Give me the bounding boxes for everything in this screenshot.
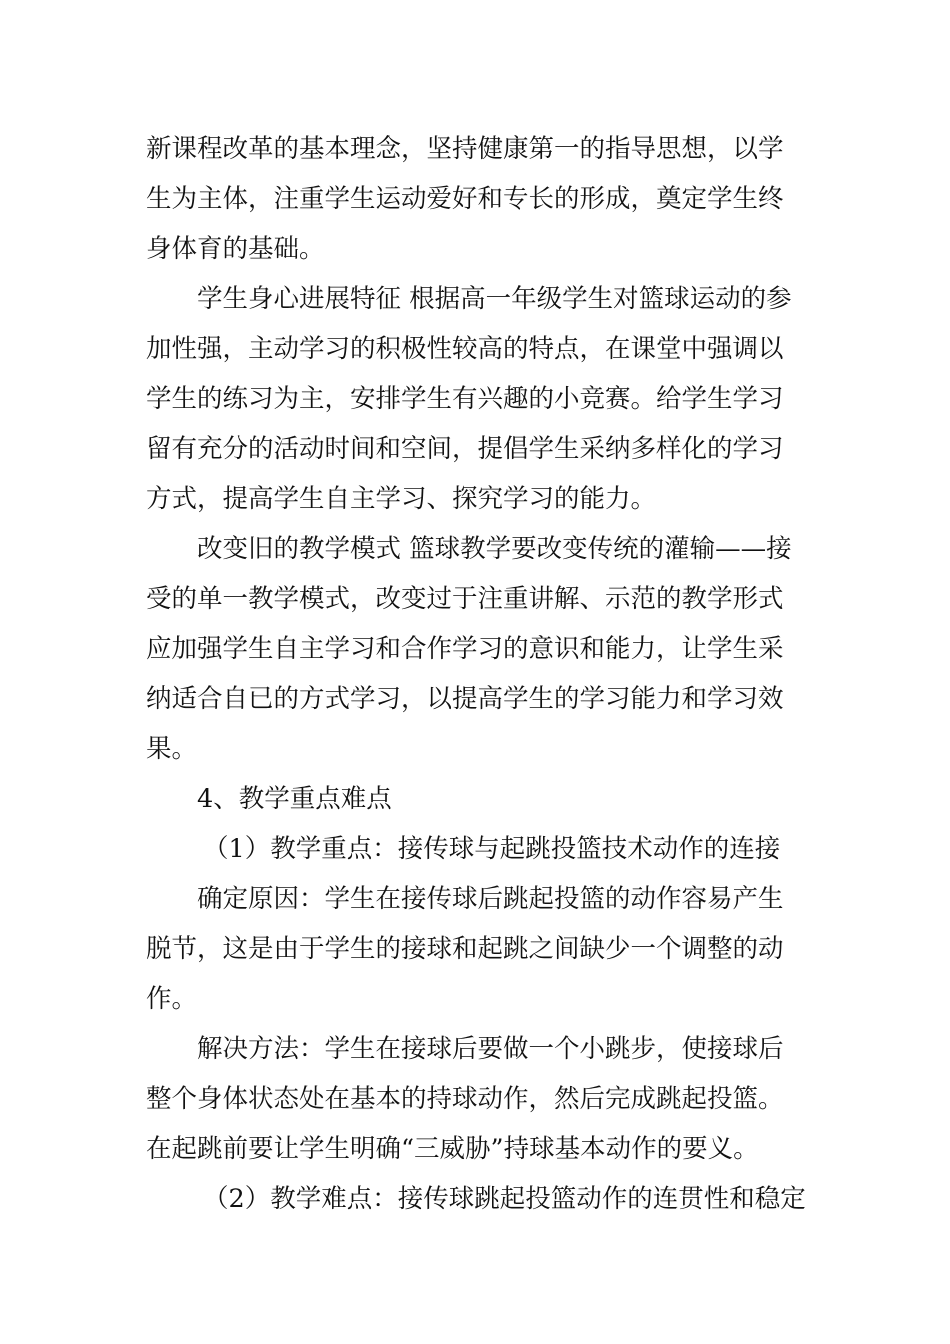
body-text-line: 应加强学生自主学习和合作学习的意识和能力，让学生采 (146, 634, 784, 664)
body-text-line: 生为主体，注重学生运动爱好和专长的形成，奠定学生终 (146, 184, 784, 214)
subsection-heading: （1）教学重点：接传球与起跳投篮技术动作的连接 (203, 834, 781, 864)
body-text-line: 学生的练习为主，安排学生有兴趣的小竞赛。给学生学习 (146, 384, 784, 414)
body-text-line: 整个身体状态处在基本的持球动作，然后完成跳起投篮。 (146, 1084, 784, 1114)
body-text-line: 纳适合自已的方式学习，以提高学生的学习能力和学习效 (146, 684, 784, 714)
body-text-line: 作。 (146, 984, 198, 1014)
body-text-line: 留有充分的活动时间和空间，提倡学生采纳多样化的学习 (146, 434, 784, 464)
body-text-line: 脱节，这是由于学生的接球和起跳之间缺少一个调整的动 (146, 934, 784, 964)
section-heading: 4、教学重点难点 (197, 784, 392, 814)
body-text-line: 受的单一教学模式，改变过于注重讲解、示范的教学形式 (146, 584, 784, 614)
paragraph-heading-line: 解决方法：学生在接球后要做一个小跳步，使接球后 (197, 1034, 784, 1064)
body-text-line: 加性强，主动学习的积极性较高的特点，在课堂中强调以 (146, 334, 784, 364)
body-text-line: 身体育的基础。 (146, 234, 325, 264)
subsection-heading: （2）教学难点：接传球跳起投篮动作的连贯性和稳定 (203, 1184, 806, 1214)
paragraph-heading-line: 改变旧的教学模式 篮球教学要改变传统的灌输——接 (197, 534, 792, 564)
body-text-line: 方式，提高学生自主学习、探究学习的能力。 (146, 484, 657, 514)
paragraph-heading-line: 学生身心进展特征 根据高一年级学生对篮球运动的参 (197, 284, 792, 314)
paragraph-heading-line: 确定原因：学生在接传球后跳起投篮的动作容易产生 (197, 884, 784, 914)
body-text-line: 果。 (146, 734, 198, 764)
body-text-line: 新课程改革的基本理念，坚持健康第一的指导思想，以学 (146, 134, 784, 164)
body-text-line: 在起跳前要让学生明确“三威胁”持球基本动作的要义。 (146, 1134, 759, 1164)
